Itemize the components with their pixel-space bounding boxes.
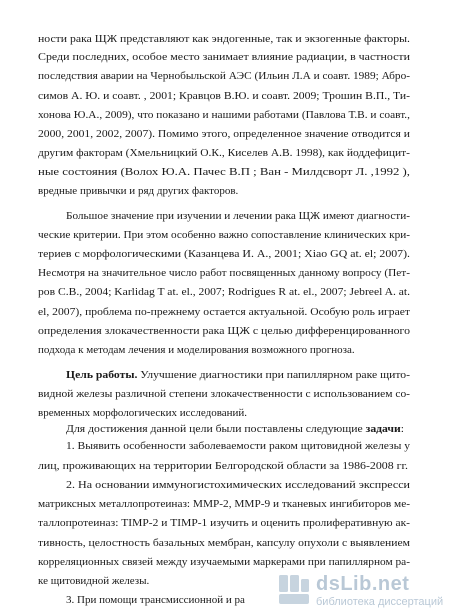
text-line [0, 164, 450, 180]
text-segment: тивность, целостность базальных мембран, капсулу опухоли с выявлением [38, 537, 410, 549]
text-line [0, 183, 450, 199]
text-segment: подхода к методам лечения и моделирования возможного прогноза. [38, 344, 355, 356]
dslib-logo-icon [276, 572, 312, 608]
text-line [0, 31, 450, 47]
text-segment: ческие критерии. При этом особенно важно сопоставление клинических кри- [38, 229, 410, 241]
text-segment: вредные привычки и ряд других факторов. [38, 185, 239, 197]
bold-segment: Цель работы. [66, 369, 138, 381]
text-segment: ности рака ЩЖ представляют как эндогенные, так и экзогенные факторы. [38, 33, 410, 45]
text-line [0, 458, 450, 474]
text-line [0, 342, 450, 358]
text-segment: el, 2007), проблема по-прежнему остается актуальной. Особую роль играет [38, 306, 410, 318]
text-segment: ров С.В., 2004; Karlidag T at. el., 2007; Rodrigues R at. el., 2007; Jebreel A. at. [38, 286, 410, 298]
text-line [0, 323, 450, 339]
text-segment: временных морфологических исследований. [38, 407, 248, 419]
text-line [0, 145, 450, 161]
text-line [0, 126, 450, 142]
text-line [0, 284, 450, 300]
text-segment: симов А. Ю. и соавт. , 2001; Кравцов В.Ю. и соавт. 2009; Трошин В.П., Ти- [38, 90, 410, 102]
text-segment: хонова Ю.А., 2009), что показано и нашими работами (Павлова Т.В. и соавт., [38, 109, 410, 121]
text-segment: матриксных металлопротеиназ: ММР-2, ММР-9 и тканевых ингибиторов ме- [38, 498, 411, 510]
text-line [0, 246, 450, 262]
text-line [0, 208, 450, 224]
text-segment: ке щитовидной железы. [38, 575, 150, 587]
text-line [0, 405, 450, 421]
text-segment: Среди последних, особое место занимает влияние радиации, в частности [38, 51, 410, 63]
text-segment: 1. Выявить особенности заболеваемости раком щитовидной железы у [66, 440, 410, 452]
text-line [0, 304, 450, 320]
text-line [0, 88, 450, 104]
text-segment: Большое значение при изучении и лечении рака ЩЖ имеют диагности- [66, 210, 410, 222]
watermark-site: dsLib.net [316, 573, 410, 595]
text-segment: таллопротеиназ: TIMP-2 и TIMP-1 изучить и оценить пролиферативную ак- [38, 517, 410, 529]
text-segment: : [400, 423, 404, 435]
text-line [0, 535, 450, 551]
text-segment: другим факторам (Хмельницкий О.К., Киселев А.В. 1998), как йоддефицит- [38, 147, 410, 159]
text-line [0, 386, 450, 402]
text-segment: 2000, 2001, 2002, 2007). Помимо этого, определенное значение отводится и [38, 128, 410, 140]
text-segment: определения злокачественности рака ЩЖ с целью дифференцированного [38, 325, 410, 337]
text-line [0, 227, 450, 243]
text-segment: корреляционных связей между изучаемыми маркерами при папиллярном ра- [38, 556, 410, 568]
text-segment: 3. При помощи трансмиссионной и ра [66, 594, 245, 606]
text-segment: териев с морфологическими (Казанцева И. А., 2001; Xiao GQ at. el; 2007). [38, 248, 410, 260]
text-line [0, 477, 450, 493]
text-line [0, 496, 450, 512]
text-segment: 2. На основании иммуногистохимических исследований экспресси [66, 479, 410, 491]
text-segment: видной железы различной степени злокачественности с использованием со- [38, 388, 410, 400]
dslib-watermark [276, 572, 444, 612]
text-line [0, 107, 450, 123]
text-line [0, 515, 450, 531]
text-segment: ные состояния (Волох Ю.А. Пачес В.П ; Ван - Милдсворт Л. ,1992 ), [38, 166, 410, 178]
watermark-caption: библиотека диссертаций [316, 596, 444, 608]
text-line [0, 421, 450, 437]
text-segment: лиц, проживающих на территории Белгородской области за 1986-2008 гг. [38, 460, 408, 472]
text-segment: Улучшение диагностики при папиллярном раке щито- [137, 369, 410, 381]
text-line [0, 49, 450, 65]
text-line [0, 265, 450, 281]
text-segment: последствия аварии на Чернобыльской АЭС (Ильин Л.А и соавт. 1989; Абро- [38, 70, 410, 82]
text-segment: Для достижения данной цели были поставлены следующие [66, 423, 366, 435]
text-line [0, 68, 450, 84]
text-line [0, 367, 450, 383]
text-segment: Несмотря на значительное число работ посвященных данному вопросу (Пет- [38, 267, 411, 279]
text-line [0, 554, 450, 570]
text-line [0, 438, 450, 454]
bold-segment: задачи [365, 423, 401, 435]
